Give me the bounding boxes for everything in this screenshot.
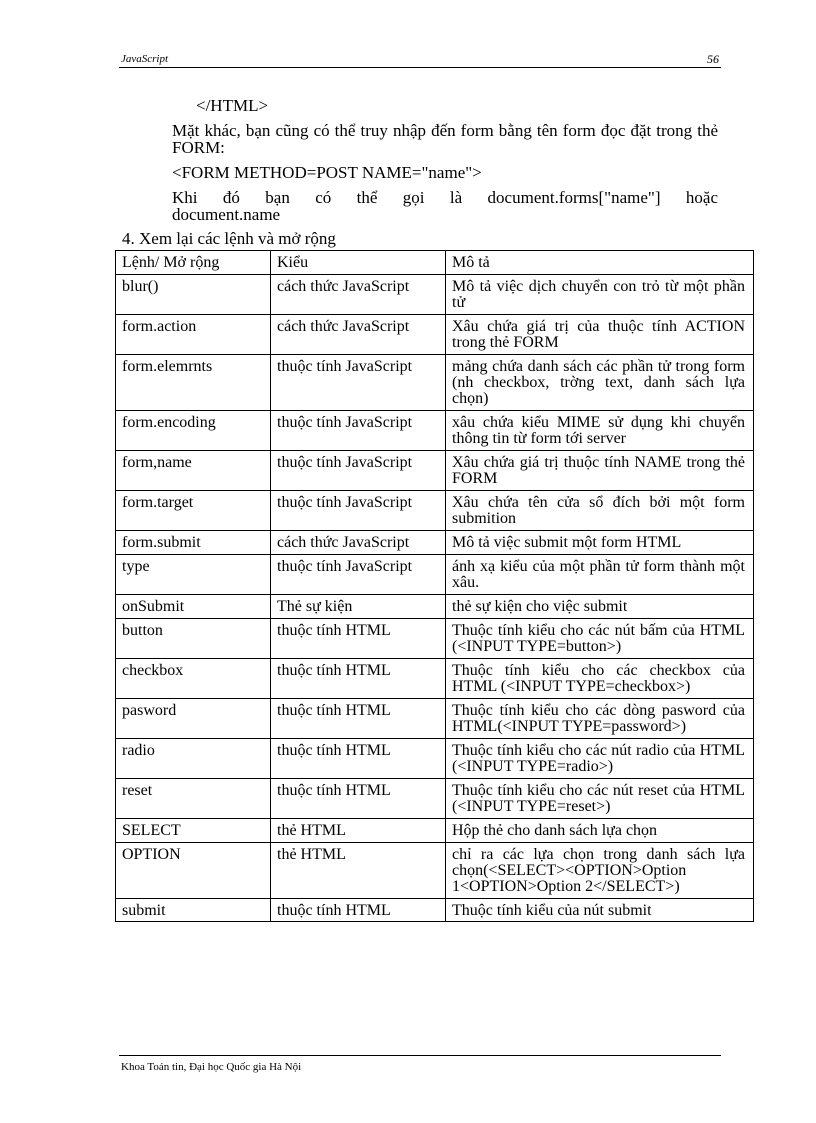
type-cell: thuộc tính JavaScript: [271, 451, 446, 491]
command-cell: onSubmit: [116, 595, 271, 619]
command-cell: form,name: [116, 451, 271, 491]
type-cell: cách thức JavaScript: [271, 531, 446, 555]
command-cell: pasword: [116, 699, 271, 739]
type-cell: thuộc tính HTML: [271, 619, 446, 659]
table-row: [116, 355, 754, 411]
type-cell: thuộc tính HTML: [271, 739, 446, 779]
section-title: 4. Xem lại các lệnh và mở rộng: [122, 229, 336, 248]
command-cell: form.elemrnts: [116, 355, 271, 411]
table-row: [116, 843, 754, 899]
type-cell: thuộc tính HTML: [271, 899, 446, 922]
column-header: Mô tả: [446, 251, 754, 275]
header-title: JavaScript: [121, 53, 169, 65]
type-cell: cách thức JavaScript: [271, 315, 446, 355]
command-cell: checkbox: [116, 659, 271, 699]
html-closing-tag: </HTML>: [196, 96, 269, 115]
command-cell: type: [116, 555, 271, 595]
table-row: [116, 619, 754, 659]
type-cell: cách thức JavaScript: [271, 275, 446, 315]
command-cell: form.target: [116, 491, 271, 531]
table-row: [116, 275, 754, 315]
description-cell: xâu chứa kiểu MIME sử dụng khi chuyển thông tin từ form tới server: [446, 411, 754, 451]
type-cell: thuộc tính JavaScript: [271, 411, 446, 451]
table-header-row: [116, 251, 754, 275]
table-row: [116, 531, 754, 555]
table-row: [116, 779, 754, 819]
description-cell: Xâu chứa tên cửa sổ đích bởi một form submition: [446, 491, 754, 531]
command-cell: blur(): [116, 275, 271, 315]
paragraph-line: document.name: [172, 205, 281, 224]
description-cell: Thuộc tính kiểu cho các dòng pasword của HTML(<INPUT TYPE=password>): [446, 699, 754, 739]
table-row: [116, 739, 754, 779]
table-row: [116, 315, 754, 355]
command-cell: form.action: [116, 315, 271, 355]
command-cell: form.submit: [116, 531, 271, 555]
table-row: [116, 555, 754, 595]
footer-text: Khoa Toán tin, Đại học Quốc gia Hà Nội: [121, 1061, 302, 1073]
command-cell: SELECT: [116, 819, 271, 843]
table-row: [116, 699, 754, 739]
description-cell: Thuộc tính kiểu cho các nút bấm của HTML (<INPUT TYPE=button>): [446, 619, 754, 659]
page-number: 56: [707, 52, 719, 66]
description-cell: Thuộc tính kiểu cho các nút radio của HTML (<INPUT TYPE=radio>): [446, 739, 754, 779]
table-row: [116, 899, 754, 922]
description-cell: Thuộc tính kiểu cho các checkbox của HTML (<INPUT TYPE=checkbox>): [446, 659, 754, 699]
type-cell: thuộc tính HTML: [271, 659, 446, 699]
table-row: [116, 491, 754, 531]
paragraph-form-access: Mặt khác, bạn cũng có thể truy nhập đến form bằng tên form đọc đặt trong thẻ FORM:: [172, 121, 718, 157]
description-cell: Thuộc tính kiểu cho các nút reset của HTML (<INPUT TYPE=reset>): [446, 779, 754, 819]
table-row: [116, 659, 754, 699]
description-cell: Hộp thẻ cho danh sách lựa chọn: [446, 819, 754, 843]
paragraph-form-tag: <FORM METHOD=POST NAME="name">: [172, 163, 482, 182]
type-cell: thuộc tính JavaScript: [271, 491, 446, 531]
command-cell: form.encoding: [116, 411, 271, 451]
description-cell: Xâu chứa giá trị thuộc tính NAME trong thẻ FORM: [446, 451, 754, 491]
table-row: [116, 595, 754, 619]
command-cell: submit: [116, 899, 271, 922]
type-cell: thẻ HTML: [271, 819, 446, 843]
page-footer: [119, 1055, 721, 1073]
command-cell: button: [116, 619, 271, 659]
column-header: Kiểu: [271, 251, 446, 275]
description-cell: Mô tả việc dịch chuyển con trỏ từ một phần tử: [446, 275, 754, 315]
table-row: [116, 451, 754, 491]
description-cell: Xâu chứa giá trị của thuộc tính ACTION trong thẻ FORM: [446, 315, 754, 355]
description-cell: ánh xạ kiểu của một phần tử form thành một xâu.: [446, 555, 754, 595]
type-cell: thuộc tính HTML: [271, 779, 446, 819]
type-cell: thuộc tính HTML: [271, 699, 446, 739]
paragraph-document-forms: [172, 189, 718, 223]
description-cell: thẻ sự kiện cho việc submit: [446, 595, 754, 619]
description-cell: Mô tả việc submit một form HTML: [446, 531, 754, 555]
command-table: [115, 250, 754, 922]
description-cell: mảng chứa danh sách các phần tử trong form (nh checkbox, trờng text, danh sách lựa chọn): [446, 355, 754, 411]
command-cell: radio: [116, 739, 271, 779]
type-cell: thẻ HTML: [271, 843, 446, 899]
column-header: Lệnh/ Mở rộng: [116, 251, 271, 275]
table-row: [116, 819, 754, 843]
type-cell: thuộc tính JavaScript: [271, 555, 446, 595]
description-cell: Thuộc tính kiểu của nút submit: [446, 899, 754, 922]
type-cell: Thẻ sự kiện: [271, 595, 446, 619]
command-cell: OPTION: [116, 843, 271, 899]
paragraph-line: Khi đó bạn có thể gọi là document.forms["name"] hoặc: [172, 188, 718, 207]
type-cell: thuộc tính JavaScript: [271, 355, 446, 411]
command-cell: reset: [116, 779, 271, 819]
description-cell: chỉ ra các lựa chọn trong danh sách lựa chọn(<SELECT><OPTION>Option 1<OPTION>Option 2</SELECT>): [446, 843, 754, 899]
page-header: [119, 53, 721, 68]
table-row: [116, 411, 754, 451]
